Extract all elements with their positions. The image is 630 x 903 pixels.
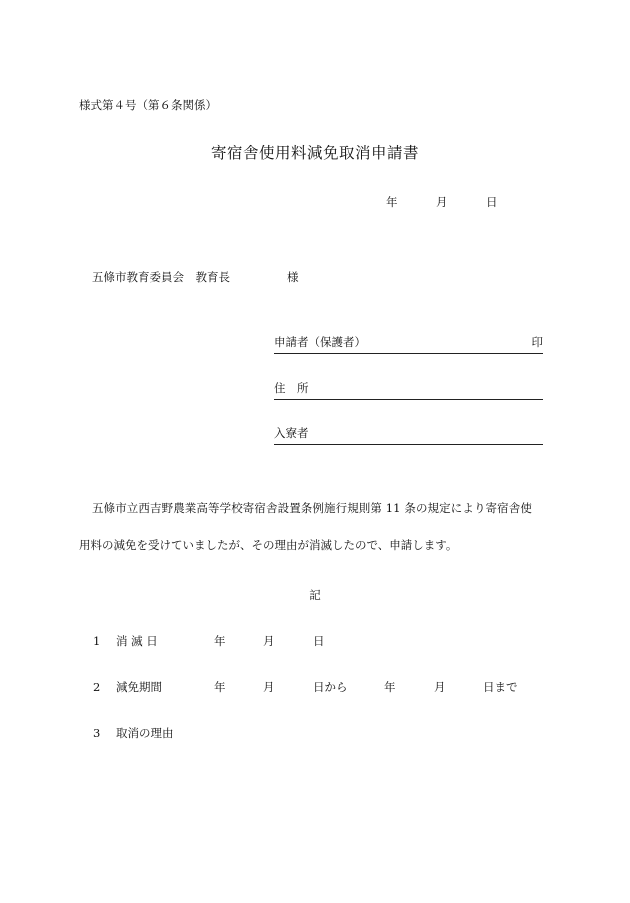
item2-end-month: 月 [434, 680, 446, 694]
applicant-field[interactable] [274, 337, 543, 354]
item2-start-day: 日から [313, 680, 348, 694]
item2-start-month: 月 [263, 680, 275, 694]
item-label-cancellation-reason: 取消の理由 [116, 726, 174, 740]
form-number: 様式第４号（第６条関係） [79, 98, 217, 112]
item-label-exemption-period: 減免期間 [116, 680, 162, 694]
item-label-extinction-date: 消 滅 日 [116, 634, 158, 648]
date-year: 年 [386, 195, 398, 209]
date-day: 日 [486, 195, 498, 209]
address-label: 住 所 [274, 381, 309, 395]
ki-heading: 記 [309, 588, 321, 602]
date-month: 月 [436, 195, 448, 209]
student-field[interactable] [274, 428, 543, 445]
item1-month: 月 [263, 634, 275, 648]
student-label: 入寮者 [274, 426, 309, 440]
item-number: 2 [93, 680, 101, 694]
item2-end-year: 年 [384, 680, 396, 694]
honorific: 様 [287, 270, 299, 284]
applicant-label: 申請者（保護者） [274, 335, 366, 349]
body-text-line-2: 用料の減免を受けていましたが、その理由が消滅したので、申請します。 [79, 538, 458, 552]
address-field[interactable] [274, 383, 543, 400]
addressee: 五條市教育委員会 教育長 [92, 270, 230, 284]
seal-mark: 印 [531, 335, 543, 349]
item1-year: 年 [214, 634, 226, 648]
page-title: 寄宿舎使用料減免取消申請書 [210, 144, 419, 162]
item2-end-day: 日まで [483, 680, 518, 694]
item1-day: 日 [313, 634, 325, 648]
item-number: 1 [93, 634, 101, 648]
item2-start-year: 年 [214, 680, 226, 694]
item-number: 3 [93, 726, 101, 740]
body-text-line-1: 五條市立西吉野農業高等学校寄宿舎設置条例施行規則第 11 条の規定により寄宿舎使 [92, 501, 532, 515]
